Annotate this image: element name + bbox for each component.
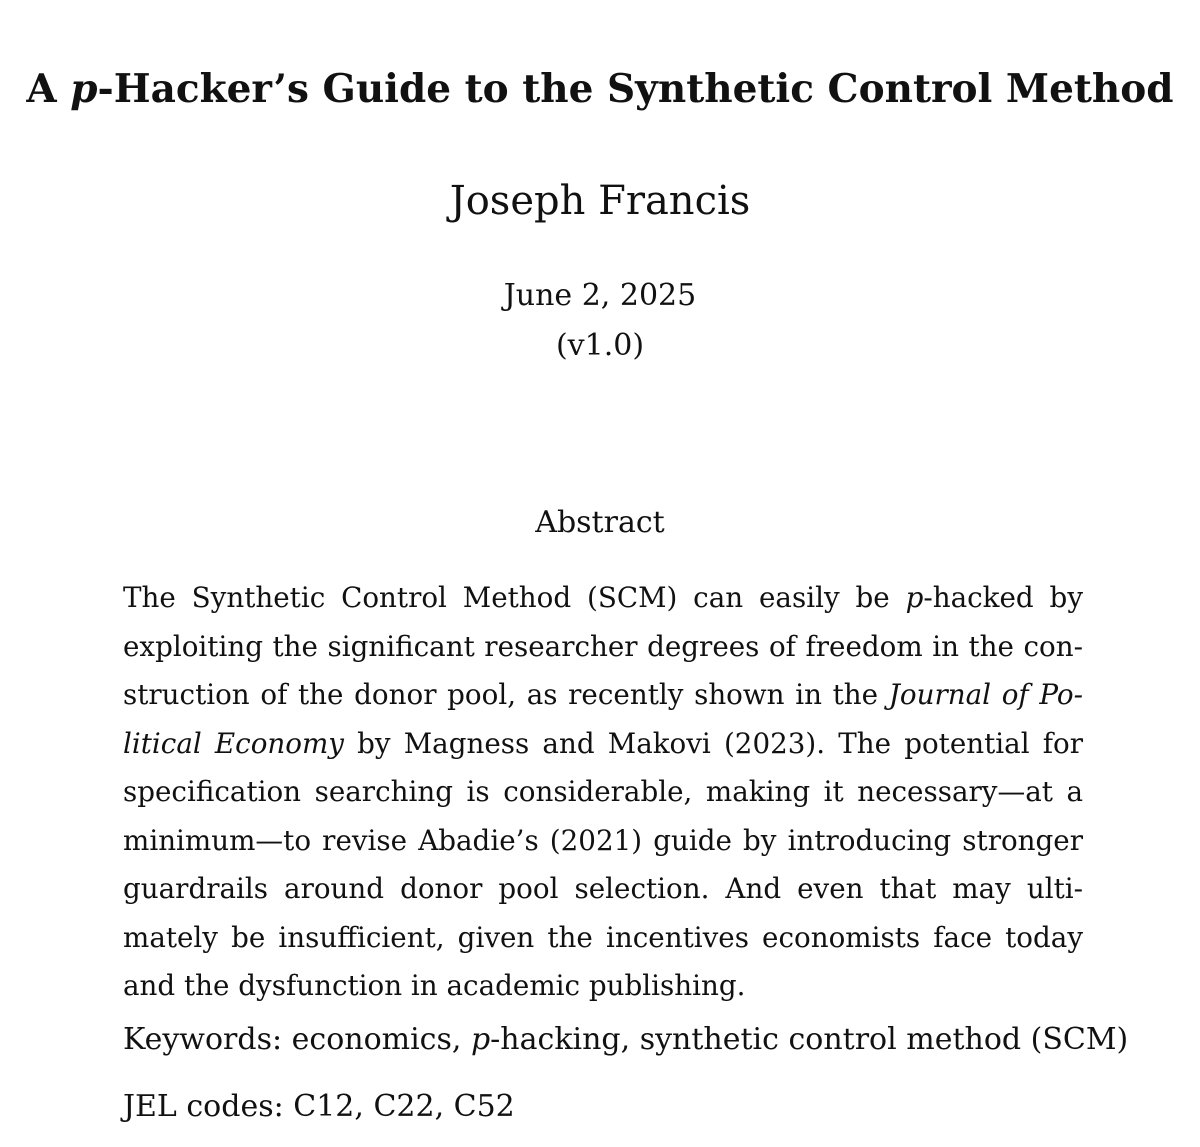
abstract-line	[123, 623, 1083, 672]
abstract-line	[123, 671, 1083, 720]
abstract-line-text: guardrails around donor pool selection. And even that may ulti-	[123, 872, 1083, 905]
keywords-line	[123, 1022, 1128, 1057]
abstract-line-text: struction of the donor pool, as recently shown in the	[123, 678, 889, 711]
abstract-line	[123, 768, 1083, 817]
abstract-line-text: minimum—to revise Abadie’s (2021) guide by introducing stronger	[123, 823, 1083, 857]
abstract-line-text: exploiting the significant researcher degrees of freedom in the con-	[123, 629, 1083, 663]
abstract-line-italic: p	[905, 581, 924, 614]
keywords-suffix: -hacking, synthetic control method (SCM)	[490, 1022, 1129, 1057]
abstract-heading: Abstract	[535, 505, 665, 540]
abstract-line-text: by Magness and Makovi (2023). The potential for	[343, 726, 1083, 760]
abstract-line-text: The Synthetic Control Method (SCM) can easily be	[123, 581, 906, 614]
paper-title	[0, 66, 1200, 112]
author-name: Joseph Francis	[449, 178, 751, 224]
abstract-line	[123, 914, 1083, 963]
abstract-line-text: mately be insufficient, given the incentives economists face today	[123, 920, 1083, 954]
abstract-line-text: specification searching is considerable, making it necessary—at a	[123, 775, 1083, 808]
abstract-line	[123, 962, 1083, 1011]
jel-codes: JEL codes: C12, C22, C52	[123, 1089, 515, 1124]
title-prefix: A	[26, 66, 71, 112]
abstract-line-italic: litical Economy	[123, 726, 344, 760]
abstract-line	[123, 574, 1083, 623]
abstract-line	[123, 720, 1083, 769]
version-label: (v1.0)	[555, 328, 645, 363]
abstract-body	[123, 574, 1083, 1011]
abstract-line-text: and the dysfunction in academic publishing.	[123, 969, 746, 1002]
keywords-prefix: Keywords: economics,	[123, 1022, 471, 1057]
title-italic-p: p	[70, 66, 98, 112]
abstract-line	[123, 865, 1083, 914]
publication-date: June 2, 2025	[503, 278, 697, 313]
keywords-italic-p: p	[470, 1022, 491, 1057]
abstract-line-text: -hacked by	[923, 581, 1083, 614]
abstract-line-italic: Journal of Po-	[888, 678, 1083, 711]
title-suffix: -Hacker’s Guide to the Synthetic Control Method	[97, 66, 1174, 112]
abstract-line	[123, 817, 1083, 866]
